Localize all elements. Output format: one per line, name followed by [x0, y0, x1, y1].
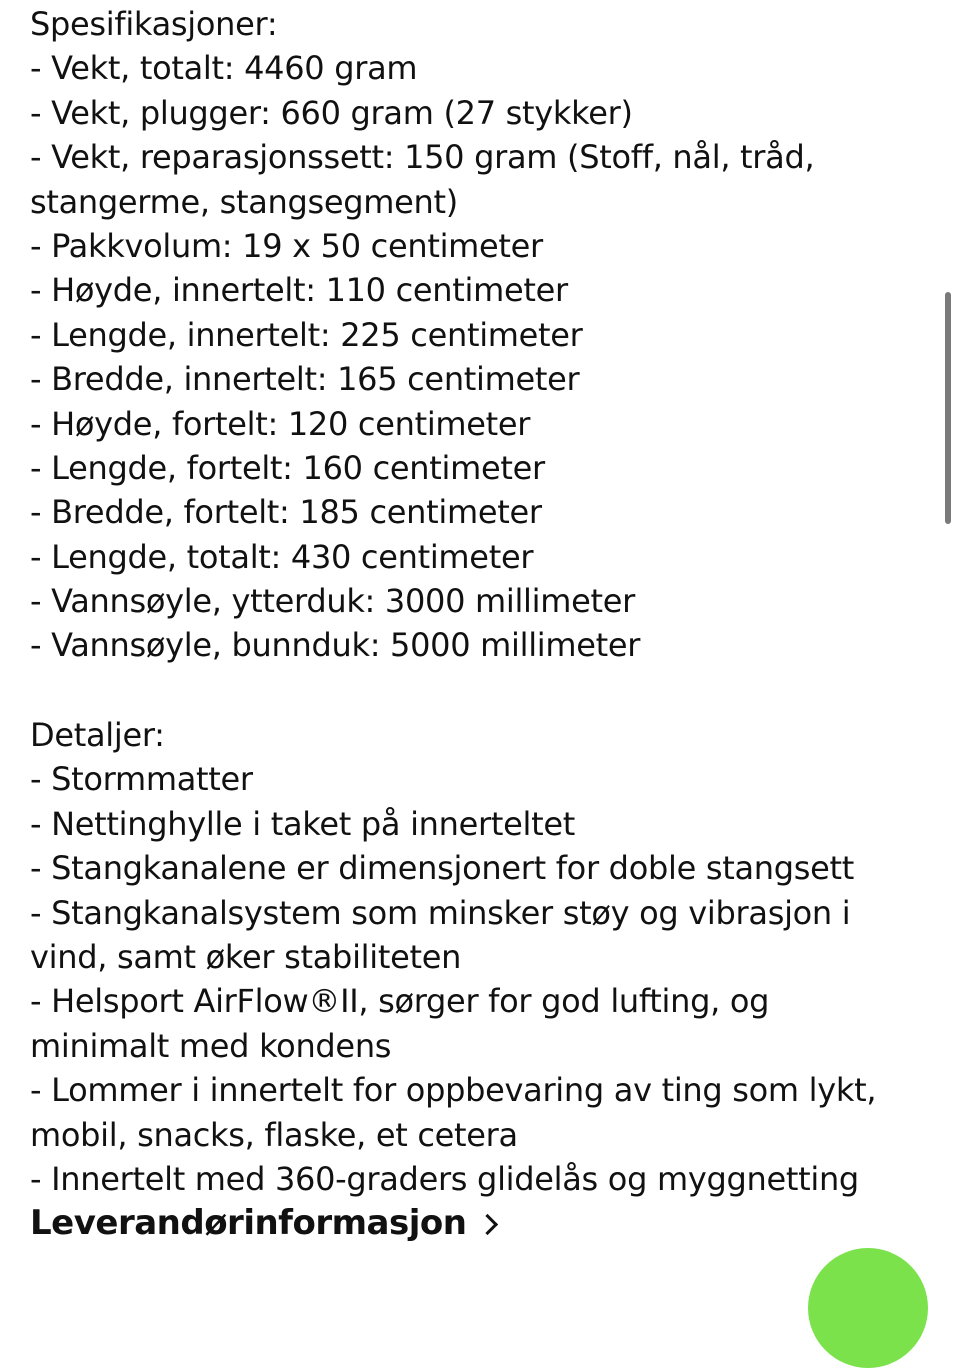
- detail-line: - Innertelt med 360-graders glidelås og myggnetting: [30, 1159, 859, 1198]
- spec-line: - Pakkvolum: 19 x 50 centimeter: [30, 226, 543, 265]
- spec-line: - Lengde, innertelt: 225 centimeter: [30, 315, 583, 354]
- specifications-section: [30, 2, 814, 668]
- spec-line: - Vekt, totalt: 4460 gram: [30, 49, 418, 88]
- supplier-info-link[interactable]: [30, 1199, 495, 1247]
- details-section: [30, 713, 876, 1201]
- spec-line: - Høyde, fortelt: 120 centimeter: [30, 404, 531, 443]
- detail-line: - Lommer i innertelt for oppbevaring av ting som lykt,: [30, 1071, 877, 1110]
- detail-line: - Helsport AirFlow®II, sørger for god lufting, og: [30, 982, 770, 1021]
- chevron-right-icon: [477, 1213, 498, 1234]
- spec-line: - Bredde, innertelt: 165 centimeter: [30, 360, 580, 399]
- detail-line: minimalt med kondens: [30, 1026, 392, 1065]
- spec-line: - Lengde, totalt: 430 centimeter: [30, 537, 534, 576]
- spec-line: - Bredde, fortelt: 185 centimeter: [30, 493, 542, 532]
- spec-line: - Vekt, reparasjonssett: 150 gram (Stoff, nål, tråd,: [30, 138, 815, 177]
- detail-line: - Nettinghylle i taket på innerteltet: [30, 804, 575, 843]
- floating-action-button[interactable]: [808, 1248, 928, 1368]
- detail-line: vind, samt øker stabiliteten: [30, 937, 462, 976]
- detail-line: - Stangkanalene er dimensjonert for doble stangsett: [30, 849, 855, 888]
- spec-line: - Vannsøyle, bunnduk: 5000 millimeter: [30, 626, 641, 665]
- spec-line: - Høyde, innertelt: 110 centimeter: [30, 271, 568, 310]
- detail-line: - Stormmatter: [30, 760, 253, 799]
- spec-line: stangerme, stangsegment): [30, 182, 458, 221]
- spec-line: - Vekt, plugger: 660 gram (27 stykker): [30, 93, 633, 132]
- detail-line: - Stangkanalsystem som minsker støy og vibrasjon i: [30, 893, 851, 932]
- spec-line: - Lengde, fortelt: 160 centimeter: [30, 448, 545, 487]
- spec-line: - Vannsøyle, ytterduk: 3000 millimeter: [30, 582, 635, 621]
- detail-line: mobil, snacks, flaske, et cetera: [30, 1115, 518, 1154]
- supplier-info-label: Leverandørinformasjon: [30, 1203, 467, 1243]
- scrollbar-thumb[interactable]: [945, 292, 951, 524]
- details-heading: Detaljer:: [30, 716, 165, 754]
- specifications-heading: Spesifikasjoner:: [30, 5, 278, 43]
